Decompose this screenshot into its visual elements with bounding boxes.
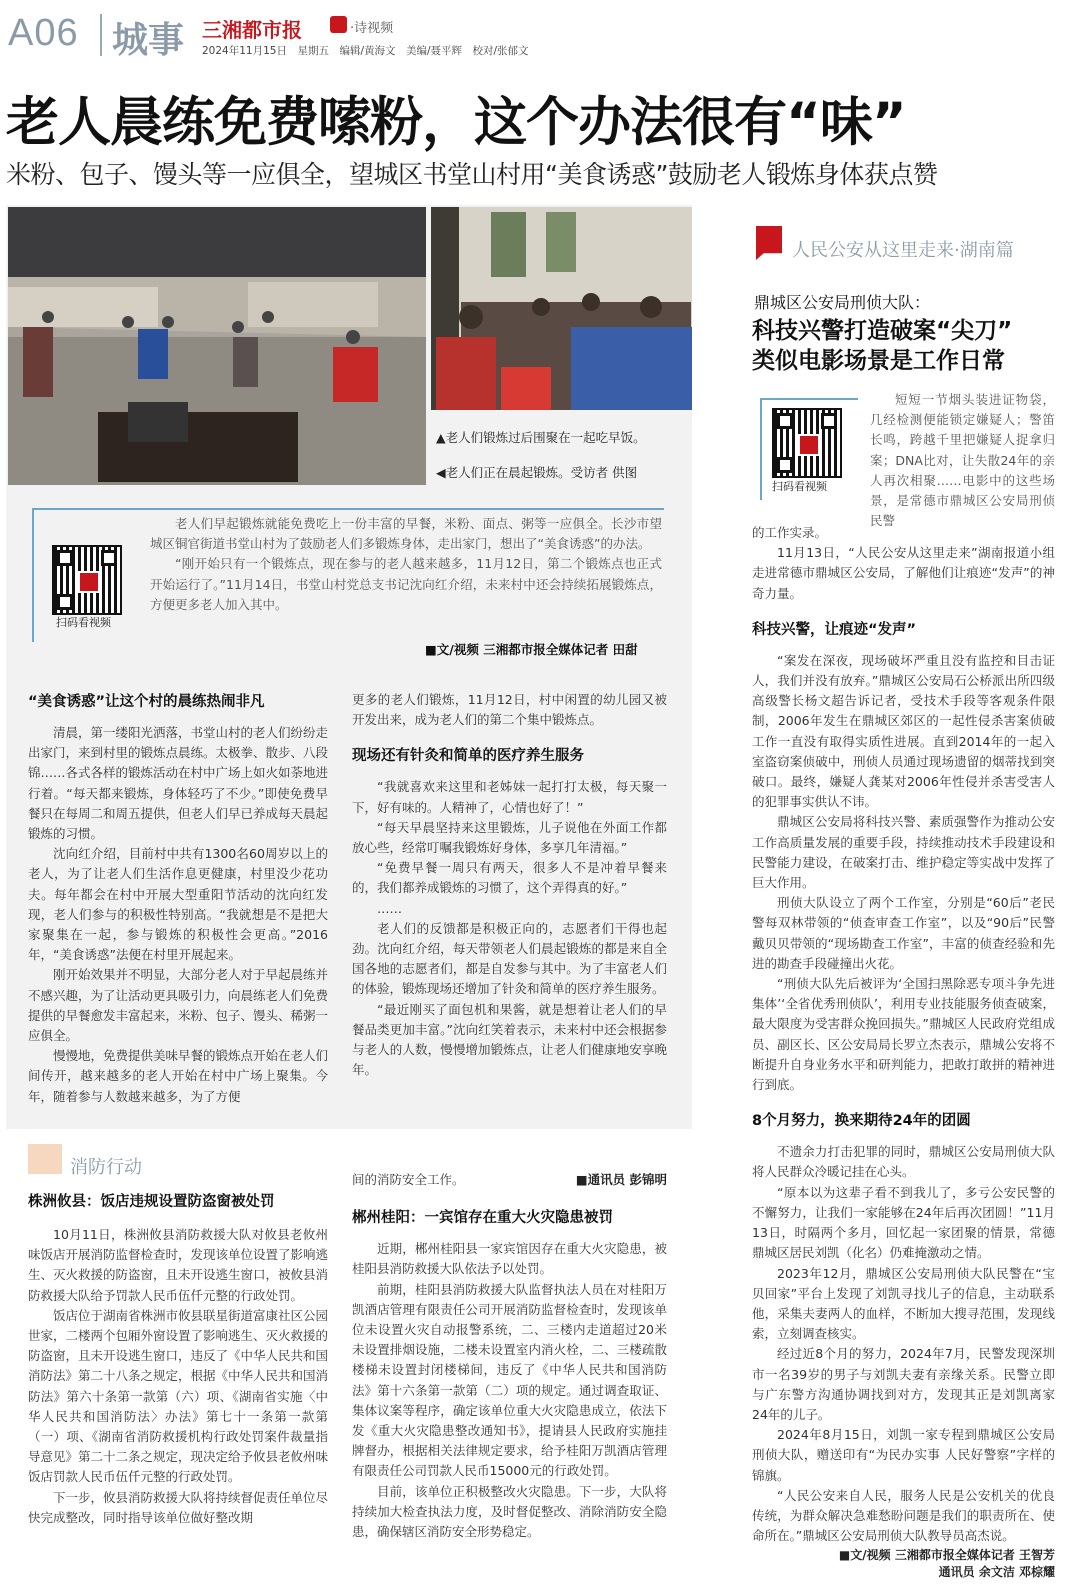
right-title-2: 类似电影场景是工作日常 xyxy=(752,348,1005,374)
right-paragraph: 不遗余力打击犯罪的同时，鼎城区公安局刑侦大队将人民群众冷暖记挂在心头。 xyxy=(752,1144,1055,1180)
qr-label-left: 扫码看视频 xyxy=(56,616,111,629)
right-paragraph: 经过近8个月的努力，2024年7月，民警发现深圳市一名39岁的男子与刘凯夫妻有亲缘关系。民警立即与广东警方沟通协调找到对方，发现其正是刘凯离家24年的儿子。 xyxy=(752,1346,1055,1422)
right-paragraph: 刑侦大队设立了两个工作室，分别是“60后”老民警每双林带领的“侦查审查工作室”，以及“90后”民警戴贝贝带领的“现场勘查工作室”，丰富的侦查经验和先进的勘查手段碰撞出火花。 xyxy=(752,895,1055,971)
subhead-tech-police: 科技兴警，让痕迹“发声” xyxy=(752,621,917,638)
right-paragraph: 的工作实录。 xyxy=(752,525,828,540)
fire-column-1 xyxy=(28,1190,328,1528)
qr-code-right[interactable] xyxy=(772,408,842,478)
subheadline: 米粉、包子、馒头等一应俱全，望城区书堂山村用“美食诱惑”鼓励老人锻炼身体获点赞 xyxy=(6,160,938,189)
right-paragraph: 2023年12月，鼎城区公安局刑侦大队民警在“宝贝回家”平台上发现了刘凯寻找儿子的信息，主动联系他，采集夫妻两人的血样，不断加大搜寻范围，发现线索，立刻调查核实。 xyxy=(752,1265,1055,1342)
qr-code-left[interactable] xyxy=(52,545,122,615)
fire-paragraph: 目前，该单位正积极整改火灾隐患。下一步，大队将持续加大检查执法力度，及时督促整改、消除消防安全隐患，确保辖区消防安全形势稳定。 xyxy=(352,1483,667,1540)
subhead-reunion: 8个月努力，换来期待24年的团圆 xyxy=(752,1113,971,1130)
main-paragraph: 沈向红介绍，目前村中共有1300名60周岁以上的老人，为了让老人们生活作息更健康，村里没少花功夫。每年都会在村中开展大型重阳节活动的沈向红发现，老人们参与的积极性特别高。“我就想是不是把大家聚集在一起，参与锻炼的积极性会更高。”2016年，“美食诱惑”法便在村里开展起来。 xyxy=(28,846,328,963)
right-paragraph: “刑侦大队先后被评为‘全国扫黑除恶专项斗争先进集体’‘全省优秀刑侦队’，利用专业技能服务侦查破案，最大限度为受害群众挽回损失。”鼎城区人民政府党组成员、副区长、区公安局局长罗立杰表示，鼎城公安将不断提升自身业务水平和研判能力，把敢打敢拼的精神进行到底。 xyxy=(752,976,1055,1093)
fire-section-icon xyxy=(28,1144,62,1174)
photo-breakfast xyxy=(431,207,692,410)
fire-paragraph: 饭店位于湖南省株洲市攸县联星街道富康社区公园世家，二楼两个包厢外窗设置了影响逃生、灭火救援的防盗窗，且未开设逃生窗口，违反了《中华人民共和国消防法》第二十八条之规定，根据《中华人民共和国消防法》第六十条第一款第（六）项、《湖南省实施〈中华人民共和国消防法〉办法》第七十一条第一款第（一）项、《湖南省消防救援机构行政处罚案件裁量指导意见》第二十二条之规定，现决定给予攸县老攸州味饭店罚款人民币伍仟元整的行政处罚。 xyxy=(28,1307,329,1485)
fire-byline-1: ■通讯员 彭锦明 xyxy=(575,1172,667,1188)
main-paragraph: “最近刚买了面包机和果酱，就是想着让老人们的早餐品类更加丰富。”沈向红笑着表示，未来村中还会根据参与老人的人数，慢慢增加锻炼点，让老人们健康地安享晚年。 xyxy=(352,1001,667,1078)
right-byline-2: 通讯员 余文洁 邓棕耀 xyxy=(938,1565,1055,1580)
right-paragraph: 鼎城区公安局将科技兴警、素质强警作为推动公安工作高质量发展的重要手段，持续推动技术手段建设和民警能力建设，在破案打击、维护稳定等实战中发挥了巨大作用。 xyxy=(752,814,1055,891)
main-paragraph: …… xyxy=(377,900,402,916)
right-banner-icon xyxy=(756,226,782,260)
fire-section-label: 消防行动 xyxy=(70,1157,142,1178)
section-name: 城事 xyxy=(112,20,185,61)
main-paragraph: “我就喜欢来这里和老姊妹一起打打太极，每天聚一下，好有味的。人精神了，心情也好了！” xyxy=(352,779,667,815)
right-kicker: 鼎城区公安局刑侦大队： xyxy=(754,293,931,312)
right-intro xyxy=(870,390,1055,531)
right-column xyxy=(752,523,1055,1580)
caption-photo2: ▲老人们锻炼过后围聚在一起吃早饭。 xyxy=(436,430,646,445)
caption-photo1: ◀老人们正在晨起锻炼。受访者 供图 xyxy=(436,465,638,480)
qr-label-right: 扫码看视频 xyxy=(772,480,827,493)
subhead-medical-service: 现场还有针灸和简单的医疗养生服务 xyxy=(352,748,584,765)
paper-logo: 三湘都市报 xyxy=(202,18,302,42)
right-intro-text: 短短一节烟头装进证物袋，几经检测便能锁定嫌疑人；警笛长鸣，跨越千里把嫌疑人捉拿归案；DNA比对，让失散24年的亲人再次相聚……电影中的这些场景，是常德市鼎城区公安局刑侦民警 xyxy=(870,392,1055,529)
main-paragraph: 刚开始效果并不明显，大部分老人对于早起晨练并不感兴趣，为了让活动更具吸引力，向晨练老人们免费提供的早餐愈发丰富起来，米粉、包子、馒头、稀粥一应俱全。 xyxy=(28,967,329,1044)
fire-paragraph: 下一步，攸县消防救援大队将持续督促责任单位尽快完成整改，同时指导该单位做好整改期 xyxy=(28,1489,329,1525)
subhead-chenzhou: 郴州桂阳：一宾馆存在重大火灾隐患被罚 xyxy=(352,1210,613,1227)
partner-logo-icon xyxy=(330,16,347,33)
headline: 老人晨练免费嗦粉，这个办法很有“味” xyxy=(6,92,906,153)
right-paragraph: 2024年8月15日，刘凯一家专程到鼎城区公安局刑侦大队，赠送印有“为民办实事 人民好警察”字样的锦旗。 xyxy=(752,1427,1055,1483)
right-paragraph: “案发在深夜，现场破坏严重且没有监控和目击证人，我们并没有放弃。”鼎城区公安局石公桥派出所四级高级警长杨文超告诉记者，受技术手段等客观条件限制，2006年发生在鼎城区郊区的一起性侵杀害案侦破工作一直没有取得实质性进展。直到2014年的一起入室盗窃案侦破中，刑侦人员通过现场遗留的烟蒂找到突破口。最终，嫌疑人龚某对2006年性侵并杀害受害人的犯罪事实供认不讳。 xyxy=(752,652,1055,810)
page-number: A06 xyxy=(8,12,79,54)
main-paragraph: 更多的老人们锻炼，11月12日，村中闲置的幼儿园又被开发出来，成为老人们的第二个集中锻炼点。 xyxy=(352,692,667,728)
partner-name: ·诗视频 xyxy=(350,21,394,36)
main-paragraph: 老人们的反馈都是积极正向的，志愿者们干得也起劲。沈向红介绍，每天带领老人们晨起锻炼的都是来自全国各地的志愿者们，都是自发参与其中。为了丰富老人们的体验，锻炼现场还增加了针灸和简单的医疗养生服务。 xyxy=(352,920,667,997)
right-byline-1: ■文/视频 三湘都市报全媒体记者 王智芳 xyxy=(838,1548,1055,1563)
main-paragraph: “免费早餐一周只有两天，很多人不是冲着早餐来的，我们都养成锻炼的习惯了，这个弄得真的好。” xyxy=(352,860,667,896)
photo-morning-exercise xyxy=(8,207,426,485)
header-divider xyxy=(100,14,102,56)
lead-paragraph-1: 老人们早起锻炼就能免费吃上一份丰富的早餐，米粉、面点、粥等一应俱全。长沙市望城区铜官街道书堂山村为了鼓励老人们多锻炼身体，走出家门，想出了“美食诱惑”的办法。 xyxy=(150,516,662,552)
lead-byline: ■文/视频 三湘都市报全媒体记者 田甜 xyxy=(425,642,638,657)
main-paragraph: 清晨，第一缕阳光洒落，书堂山村的老人们纷纷走出家门，来到村里的锻炼点晨练。太极拳、散步、八段锦……各式各样的锻炼活动在村中广场上如火如荼地进行着。“每天都来锻炼，身体轻巧了不少。”即使免费早餐只在每周二和周五提供，但老人们早已养成每天晨起锻炼的习惯。 xyxy=(28,725,329,842)
right-paragraph: 11月13日，“人民公安从这里走来”湖南报道小组走进常德市鼎城区公安局，了解他们让痕迹“发声”的神奇力量。 xyxy=(752,545,1055,601)
fire-column-2 xyxy=(352,1170,667,1542)
fire-paragraph: 近期，郴州桂阳县一家宾馆因存在重大火灾隐患，被桂阳县消防救援大队依法予以处罚。 xyxy=(352,1241,667,1277)
lead-text xyxy=(150,514,662,615)
fire-paragraph: 间的消防安全工作。 xyxy=(352,1172,465,1187)
subhead-food-lure: “美食诱惑”让这个村的晨练热闹非凡 xyxy=(28,694,265,710)
main-paragraph: 慢慢地，免费提供美味早餐的锻炼点开始在老人们间传开，越来越多的老人开始在村中广场上聚集。今年，随着参与人数越来越多，为了方便 xyxy=(28,1048,329,1104)
main-column-1 xyxy=(28,690,328,1107)
header-meta: 2024年11月15日 星期五 编辑/黄海文 美编/聂平辉 校对/张郁文 xyxy=(202,45,529,57)
main-column-2 xyxy=(352,690,667,1080)
right-banner: 人民公安从这里走来·湖南篇 xyxy=(792,240,1014,261)
main-paragraph: “每天早晨坚持来这里锻炼，儿子说他在外面工作都放心些，经常叮嘱我锻炼好身体，多享几年清福。” xyxy=(352,819,667,856)
subhead-zhuzhou: 株洲攸县：饭店违规设置防盗窗被处罚 xyxy=(28,1194,275,1210)
right-title-1: 科技兴警打造破案“尖刀” xyxy=(752,318,1013,344)
right-paragraph: “原本以为这辈子看不到我儿了，多亏公安民警的不懈努力，让我们一家能够在24年后再次团圆！”11月13日，时隔两个多月，回忆起一家团聚的情景，常德鼎城区居民刘凯（化名）仍难掩激动之情。 xyxy=(752,1184,1055,1261)
fire-paragraph: 10月11日，株洲攸县消防救援大队对攸县老攸州味饭店开展消防监督检查时，发现该单位设置了影响逃生、灭火救援的防盗窗，且未开设逃生窗口，被攸县消防救援大队给予罚款人民币伍仟元整的行政处罚。 xyxy=(28,1227,329,1303)
lead-paragraph-2: “刚开始只有一个锻炼点，现在参与的老人越来越多，11月12日，第二个锻炼点也正式开始运行了。”11月14日，书堂山村党总支书记沈向红介绍，未来村中还会持续拓展锻炼点，方便更多老人加入其中。 xyxy=(150,556,662,612)
fire-paragraph: 前期，桂阳县消防救援大队监督执法人员在对桂阳万凯酒店管理有限责任公司开展消防监督检查时，发现该单位未设置火灾自动报警系统，二、三楼内走道超过20米未设置排烟设施，二楼未设置室内消火栓，二、三楼疏散楼梯未设置封闭楼梯间，违反了《中华人民共和国消防法》第十六条第一款第（二）项的规定。通过调查取证、集体议案等程序，确定该单位重大火灾隐患成立，依法下发《重大火灾隐患整改通知书》，提请县人民政府实施挂牌督办，根据相关法律规定要求，给予桂阳万凯酒店管理有限责任公司罚款人民币15000元的行政处罚。 xyxy=(352,1281,667,1479)
right-paragraph: “人民公安来自人民，服务人民是公安机关的优良传统，为群众解决急难愁盼问题是我们的职责所在、使命所在。”鼎城区公安局刑侦大队教导员高杰说。 xyxy=(752,1487,1055,1544)
